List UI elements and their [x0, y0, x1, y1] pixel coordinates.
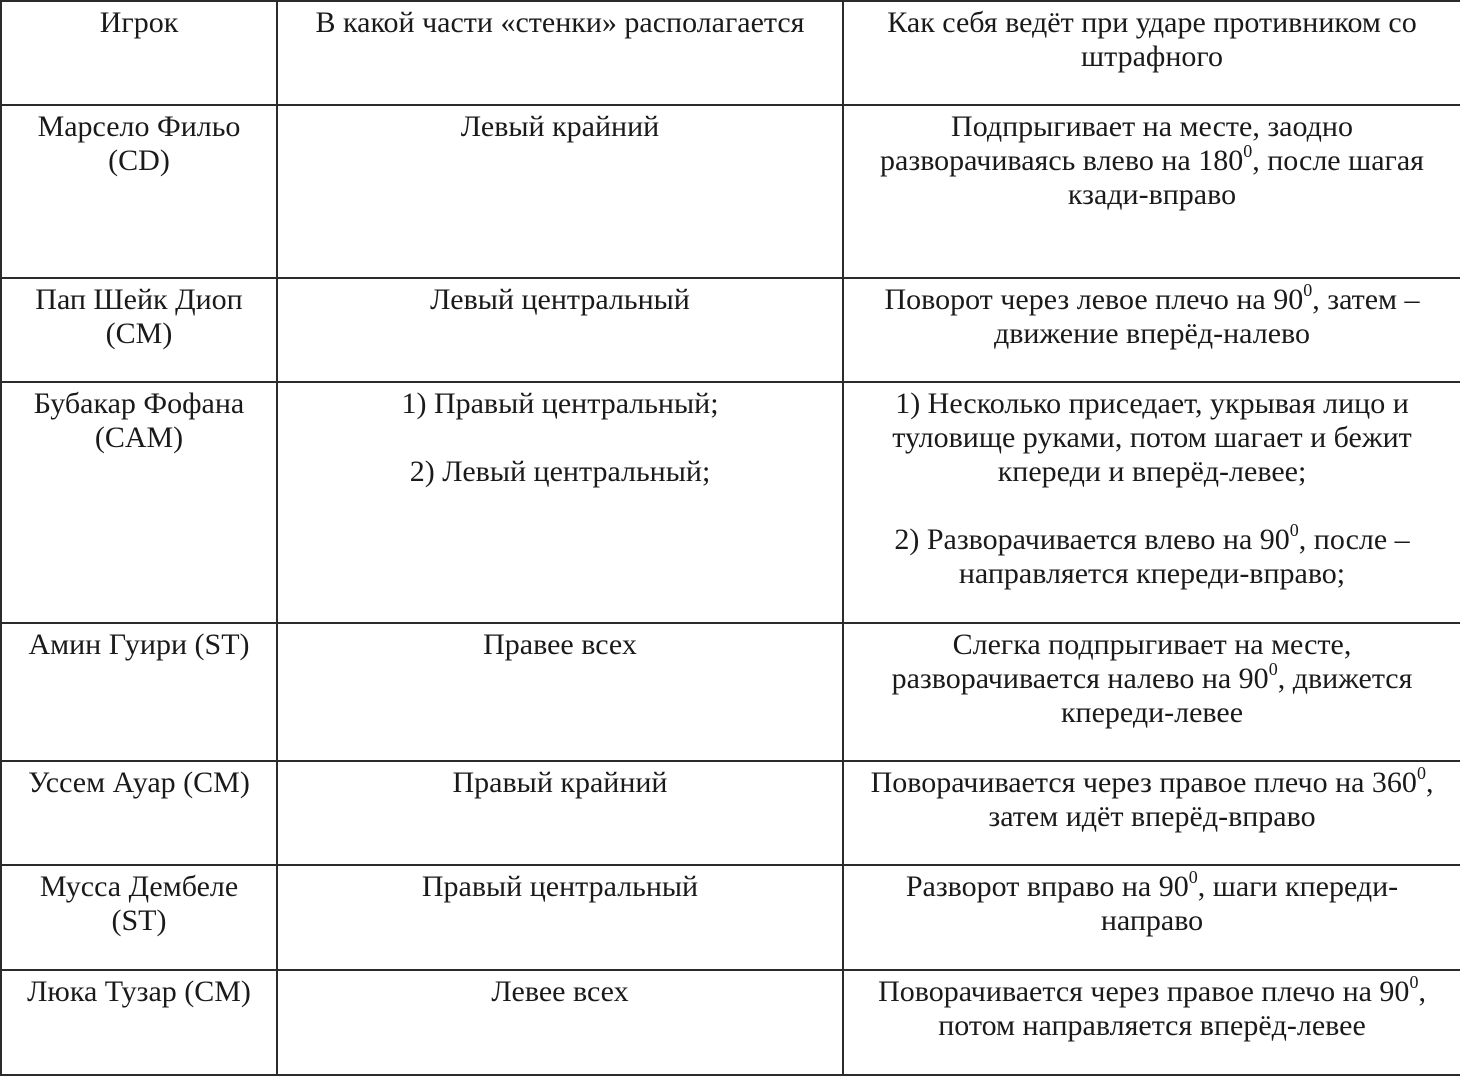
behavior-text: , после шагая [1252, 144, 1424, 177]
header-line: штрафного [1081, 40, 1223, 73]
position-cell [277, 865, 843, 970]
behavior-text: потом направляется вперёд-левее [938, 1009, 1366, 1042]
player-name-line: Уссем Ауар (CM) [28, 766, 250, 799]
behavior-text: движение вперёд-налево [993, 317, 1311, 350]
behavior-line [850, 628, 1454, 662]
behavior-line [850, 800, 1454, 834]
behavior-line [850, 659, 1454, 696]
player-cell [1, 865, 277, 970]
player-cell [1, 623, 277, 761]
degree-superscript: 0 [1268, 659, 1278, 679]
position-line: Левее всех [491, 975, 629, 1008]
degree-superscript: 0 [1409, 972, 1419, 992]
table-row [1, 623, 1460, 761]
behavior-line [850, 520, 1454, 557]
position-line: 2) Левый центральный; [409, 455, 711, 488]
position-line: Левый центральный [430, 283, 690, 316]
degree-superscript: 0 [1188, 867, 1198, 887]
behavior-text: разворачиваясь влево на 180 [880, 144, 1244, 177]
header-line: Как себя ведёт при ударе противником со [887, 6, 1417, 39]
behavior-line [850, 1009, 1454, 1043]
header-player [1, 1, 277, 105]
header-position [277, 1, 843, 105]
position-line [284, 421, 836, 455]
behavior-cell [843, 970, 1460, 1075]
behavior-text: затем идёт вперёд-вправо [988, 800, 1316, 833]
player-name-line: Люка Тузар (CM) [27, 975, 251, 1008]
player-name-line: Марсело Фильо [37, 110, 241, 143]
behavior-line [850, 763, 1454, 800]
behavior-text: разворачивается налево на 90 [891, 662, 1269, 695]
header-line: Игрок [99, 6, 179, 39]
header-behavior [843, 1, 1460, 105]
player-name-line: (CD) [108, 144, 170, 177]
behavior-line [850, 178, 1454, 212]
behavior-cell [843, 382, 1460, 623]
player-name-line: Амин Гуири (ST) [28, 628, 250, 661]
behavior-line [850, 455, 1454, 489]
position-cell [277, 382, 843, 623]
position-line: Правый крайний [452, 766, 668, 799]
table-row [1, 278, 1460, 382]
behavior-text: Подпрыгивает на месте, заодно [951, 110, 1353, 143]
player-name-line: Бубакар Фофана [33, 387, 245, 420]
behavior-line [850, 110, 1454, 144]
behavior-line [850, 317, 1454, 351]
table-row [1, 382, 1460, 623]
behavior-text: 2) Разворачивается влево на 90 [894, 523, 1290, 556]
behavior-text: кпереди-левее [1060, 696, 1244, 729]
behavior-line [850, 904, 1454, 938]
behavior-text: , [1425, 766, 1434, 799]
behavior-cell [843, 623, 1460, 761]
header-line: В какой части «стенки» располагается [315, 6, 805, 39]
player-cell [1, 382, 277, 623]
behavior-text: , движется [1277, 662, 1413, 695]
behavior-line [850, 421, 1454, 455]
behavior-text: туловище руками, потом шагает и бежит [892, 421, 1412, 454]
behavior-line [850, 867, 1454, 904]
header-row [1, 1, 1460, 105]
position-line: 1) Правый центральный; [401, 387, 719, 420]
position-line: Правый центральный [421, 870, 699, 903]
degree-superscript: 0 [1243, 141, 1253, 161]
behavior-text: кзади-вправо [1067, 178, 1237, 211]
behavior-text: Поворачивается через правое плечо на 360 [870, 766, 1417, 799]
behavior-cell [843, 278, 1460, 382]
position-line: Правее всех [483, 628, 637, 661]
behavior-cell [843, 865, 1460, 970]
player-name-line: (CAM) [94, 421, 184, 454]
player-name-line: Пап Шейк Диоп [35, 283, 243, 316]
behavior-text: 1) Несколько приседает, укрывая лицо и [895, 387, 1409, 420]
behavior-text: Поворот через левое плечо на 90 [884, 283, 1304, 316]
behavior-text: кпереди и вперёд-левее; [997, 455, 1307, 488]
behavior-line [850, 557, 1454, 591]
player-cell [1, 761, 277, 865]
behavior-cell [843, 761, 1460, 865]
behavior-line [850, 387, 1454, 421]
behavior-line [850, 972, 1454, 1009]
behavior-text: , шаги кпереди- [1197, 870, 1399, 903]
behavior-text: Разворот вправо на 90 [905, 870, 1189, 903]
degree-superscript: 0 [1303, 280, 1313, 300]
player-cell [1, 105, 277, 278]
player-cell [1, 970, 277, 1075]
table-row [1, 970, 1460, 1075]
behavior-text: , затем – [1312, 283, 1420, 316]
behavior-text: направо [1100, 904, 1204, 937]
player-cell [1, 278, 277, 382]
behavior-line [850, 141, 1454, 178]
position-cell [277, 105, 843, 278]
player-name-line: (ST) [111, 904, 167, 937]
behavior-text: Слегка подпрыгивает на месте, [952, 628, 1352, 661]
behavior-text: , [1418, 975, 1426, 1008]
degree-superscript: 0 [1416, 763, 1426, 783]
behavior-text: Поворачивается через правое плечо на 90 [878, 975, 1410, 1008]
position-cell [277, 278, 843, 382]
player-name-line: Мусса Дембеле [39, 870, 239, 903]
behavior-text: , после – [1298, 523, 1410, 556]
table-row [1, 105, 1460, 278]
behavior-line [850, 489, 1454, 523]
position-cell [277, 623, 843, 761]
table-row [1, 865, 1460, 970]
degree-superscript: 0 [1289, 520, 1299, 540]
player-name-line: (CM) [105, 317, 173, 350]
position-line: Левый крайний [460, 110, 660, 143]
behavior-line [850, 696, 1454, 730]
position-cell [277, 761, 843, 865]
behavior-text: направляется кпереди-вправо; [958, 557, 1346, 590]
table-row [1, 761, 1460, 865]
behavior-line [850, 280, 1454, 317]
position-cell [277, 970, 843, 1075]
behavior-cell [843, 105, 1460, 278]
